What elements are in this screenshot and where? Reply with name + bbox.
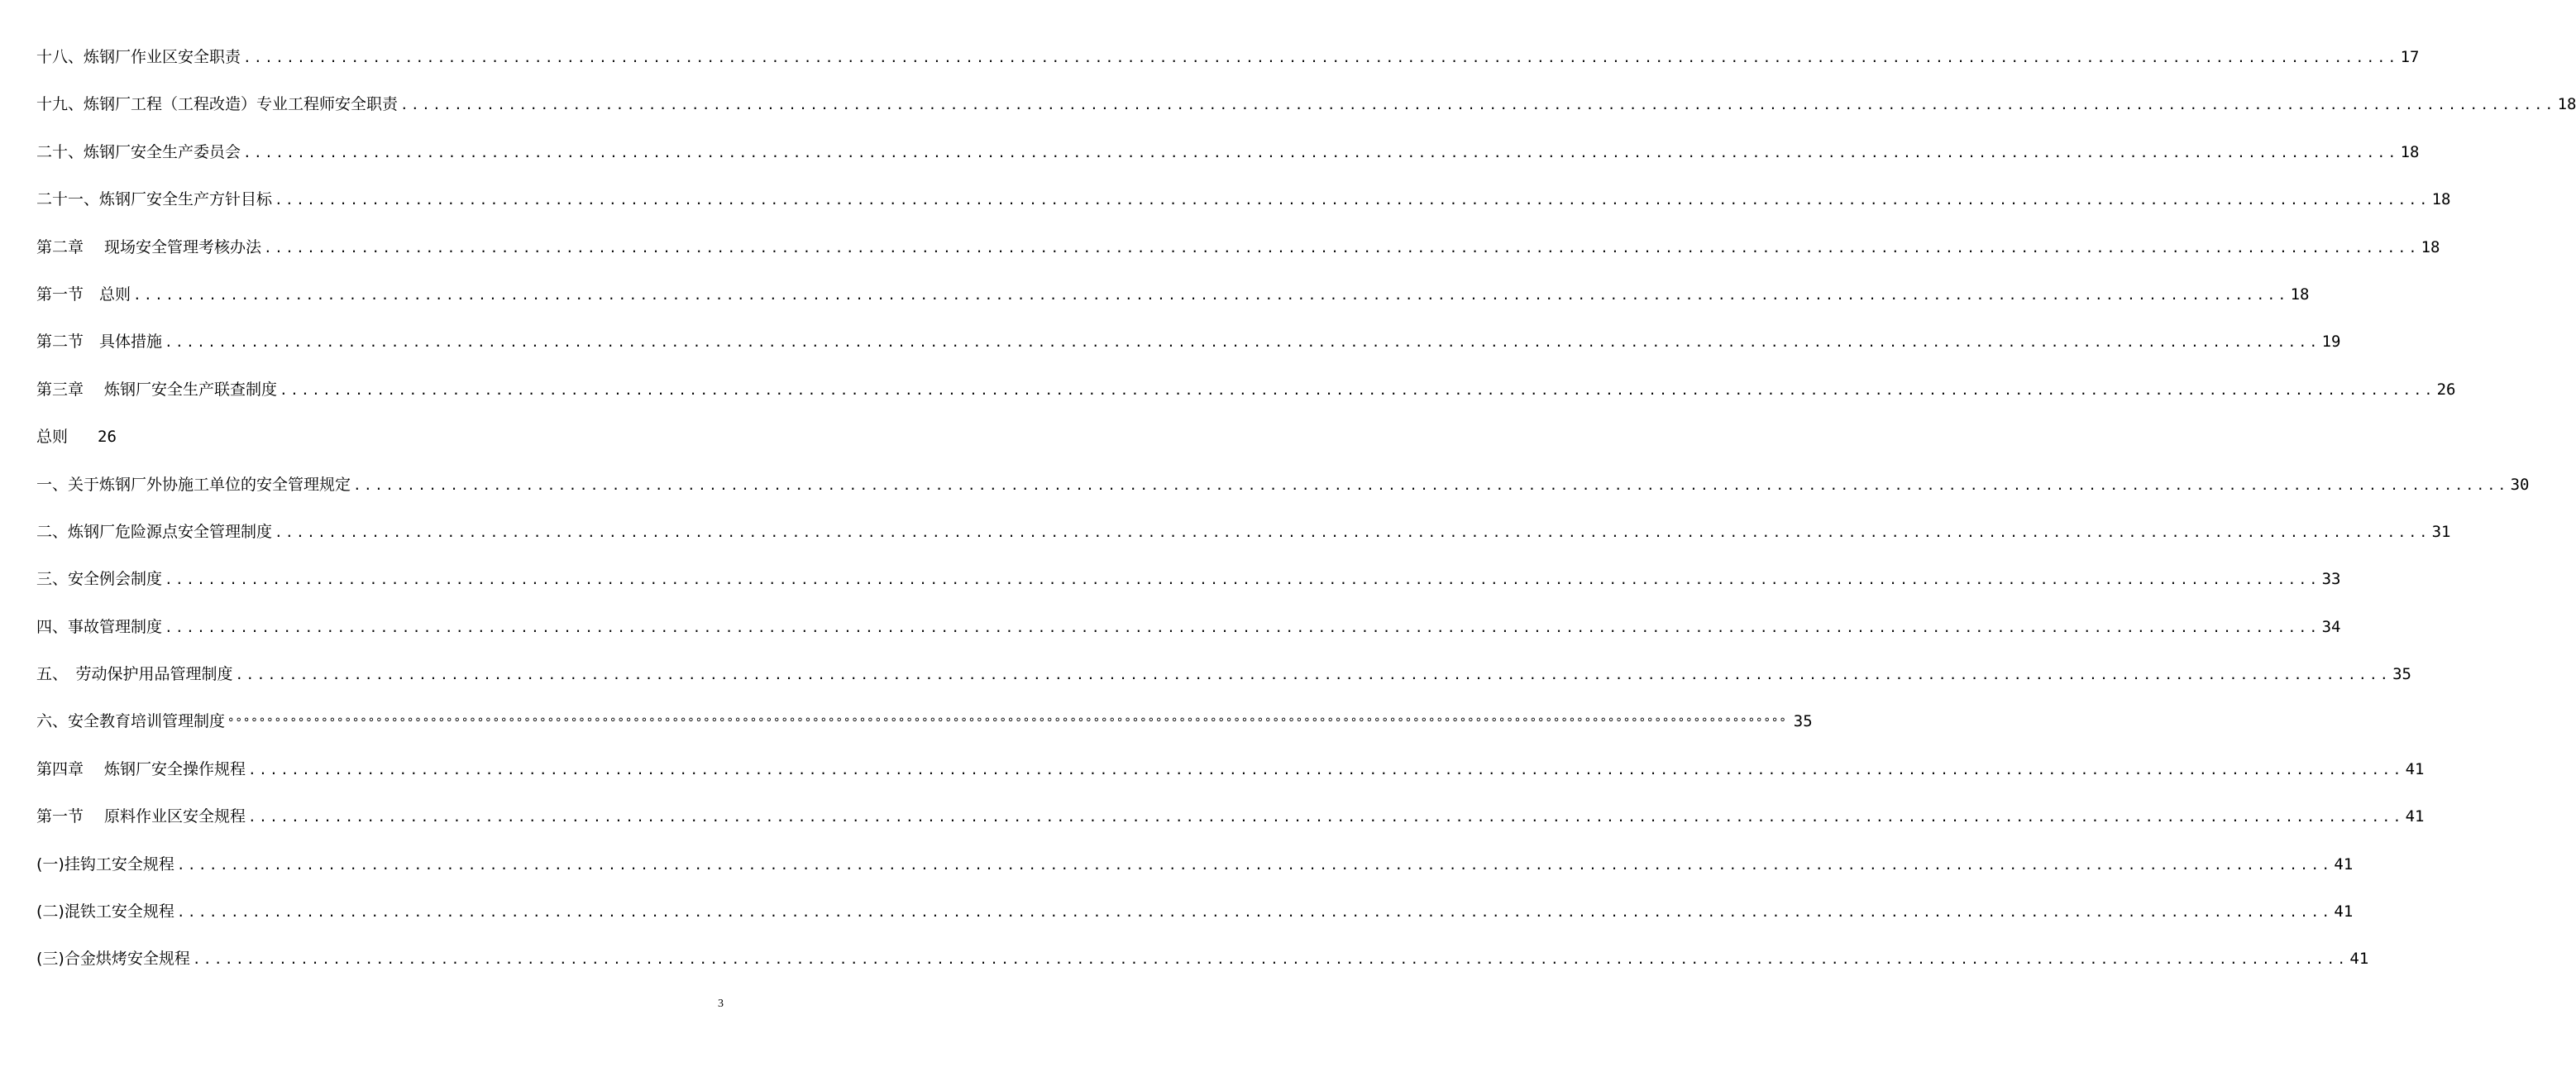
toc-dot-leader: ........................................................................................................................................................................................................ — [165, 334, 2320, 351]
toc-dot-leader: ........................................................................................................................................................................................................ — [165, 572, 2320, 588]
toc-entry-title: 六、安全教育培训管理制度 — [36, 712, 226, 731]
toc-entry[interactable] — [36, 945, 2369, 992]
toc-entry-title: 第一节 原料作业区安全规程 — [36, 807, 246, 826]
toc-entry-page: 41 — [2405, 807, 2425, 826]
toc-entry-title: 第二章 现场安全管理考核办法 — [36, 237, 262, 256]
toc-entry-page: 26 — [98, 428, 117, 447]
toc-dot-leader: ........................................................................................................................................................................................................ — [275, 192, 2430, 208]
toc-entry-page: 33 — [2321, 570, 2341, 589]
toc-entry[interactable] — [36, 613, 2341, 660]
toc-entry-page: 26 — [2436, 380, 2456, 399]
toc-entry[interactable] — [36, 185, 2451, 232]
toc-entry-page: 17 — [2400, 48, 2420, 66]
toc-dot-leader: ........................................................................................................................................................................................................ — [248, 809, 2404, 826]
toc-entry[interactable] — [36, 423, 690, 470]
toc-entry-title: 第一节 总则 — [36, 285, 131, 304]
toc-entry-title: 十九、炼钢厂工程（工程改造）专业工程师安全职责 — [36, 95, 399, 114]
toc-dot-leader: ........................................................................................................................................................................................................ — [243, 144, 2399, 160]
toc-entry-title: (一)挂钩工安全规程 — [36, 854, 174, 874]
toc-entry-page: 35 — [1793, 712, 1813, 731]
toc-entry-page: 41 — [2334, 854, 2354, 874]
toc-entry-page: 18 — [2290, 285, 2310, 304]
toc-entry-page: 18 — [2400, 142, 2420, 161]
toc-dot-leader: ........................................................................................................................................................................................................ — [280, 381, 2435, 398]
toc-entry[interactable] — [36, 233, 2440, 280]
toc-entry-page: 19 — [2321, 333, 2341, 352]
toc-dot-leader: ........................................................................................................................................................................................................ — [248, 761, 2404, 778]
toc-dot-leader: ........................................................................................................................................................................................................ — [192, 951, 2349, 968]
toc-dot-leader: ........................................................................................................................................................................................................ — [235, 667, 2392, 683]
toc-entry[interactable] — [36, 43, 2420, 90]
toc-dot-leader: ........................................................................................................................................................................................................ — [275, 524, 2430, 540]
toc-entry[interactable] — [36, 898, 2354, 945]
toc-entry[interactable] — [36, 471, 2530, 518]
toc-entry-title: 第三章 炼钢厂安全生产联查制度 — [36, 380, 278, 399]
toc-dot-leader: ........................................................................................................................................................................................................ — [400, 97, 2556, 113]
toc-entry-title: 三、安全例会制度 — [36, 570, 163, 589]
toc-entry-title: 二十一、炼钢厂安全生产方针目标 — [36, 190, 273, 209]
toc-dot-leader: ........................................................................................................................................................................................................ — [165, 619, 2320, 635]
toc-entry-page: 35 — [2392, 665, 2411, 684]
toc-entry[interactable] — [36, 660, 2411, 707]
toc-entry-page: 18 — [2421, 237, 2440, 256]
toc-dot-leader: ........................................................................................................................................................................................................ — [176, 904, 2333, 921]
toc-dot-leader: °°°°°°°°°°°°°°°°°°°°°°°°°°°°°°°°°°°°°°°°°°°°°°°°°°°°°°°°°°°°°°°°°°°°°°°°°°°°°°°°°°°°°°°°°°°°°°°°°°°°°°°°°°°°°°°°°°°°°°°°°°°°°°°°°°°°°°°°°°°°°°°°°°°°°°°°°°°°°°°°°°°°°°°°°°°°°°°°°°°°°°°°°°°°°°°°°°°°°°°° — [227, 716, 1787, 730]
toc-entry-title: 第四章 炼钢厂安全操作规程 — [36, 759, 246, 778]
toc-entry[interactable] — [36, 707, 1813, 754]
toc-entry-title: 总则 — [36, 428, 69, 447]
toc-entry-page: 18 — [2431, 190, 2451, 209]
toc-entry[interactable] — [36, 518, 2451, 565]
toc-entry-title: (三)合金烘烤安全规程 — [36, 950, 190, 969]
toc-entry[interactable] — [36, 565, 2341, 612]
table-of-contents — [36, 43, 2576, 993]
toc-entry[interactable] — [36, 376, 2456, 423]
toc-entry-title: 四、事故管理制度 — [36, 617, 163, 636]
toc-dot-leader: ........................................................................................................................................................................................................ — [353, 476, 2509, 493]
toc-entry[interactable] — [36, 850, 2354, 898]
toc-entry-page: 30 — [2510, 475, 2530, 494]
toc-entry[interactable] — [36, 802, 2425, 850]
toc-entry-title: 五、 劳动保护用品管理制度 — [36, 665, 233, 684]
toc-entry[interactable] — [36, 90, 2576, 137]
toc-entry-title: 十八、炼钢厂作业区安全职责 — [36, 48, 241, 66]
toc-entry-page: 41 — [2405, 759, 2425, 778]
toc-entry[interactable] — [36, 328, 2341, 375]
toc-dot-leader: ........................................................................................................................................................................................................ — [133, 286, 2289, 303]
toc-entry[interactable] — [36, 280, 2310, 328]
toc-entry-page: 34 — [2321, 617, 2341, 636]
toc-entry-page: 18 — [2557, 95, 2576, 114]
toc-entry-title: 二、炼钢厂危险源点安全管理制度 — [36, 522, 273, 541]
toc-entry-title: 第二节 具体措施 — [36, 333, 163, 352]
toc-entry[interactable] — [36, 755, 2425, 802]
toc-dot-leader: ........................................................................................................................................................................................................ — [176, 856, 2333, 873]
toc-entry[interactable] — [36, 138, 2420, 185]
toc-dot-leader: ........................................................................................................................................................................................................ — [264, 239, 2420, 256]
toc-entry-page: 41 — [2349, 950, 2369, 969]
toc-dot-leader: ........................................................................................................................................................................................................ — [243, 50, 2399, 65]
toc-entry-title: 二十、炼钢厂安全生产委员会 — [36, 142, 241, 161]
toc-entry-page: 31 — [2431, 522, 2451, 541]
page-number: 3 — [718, 998, 724, 1010]
toc-entry-page: 41 — [2334, 902, 2354, 921]
toc-entry-title: (二)混铁工安全规程 — [36, 902, 174, 921]
toc-entry-title: 一、关于炼钢厂外协施工单位的安全管理规定 — [36, 475, 351, 494]
